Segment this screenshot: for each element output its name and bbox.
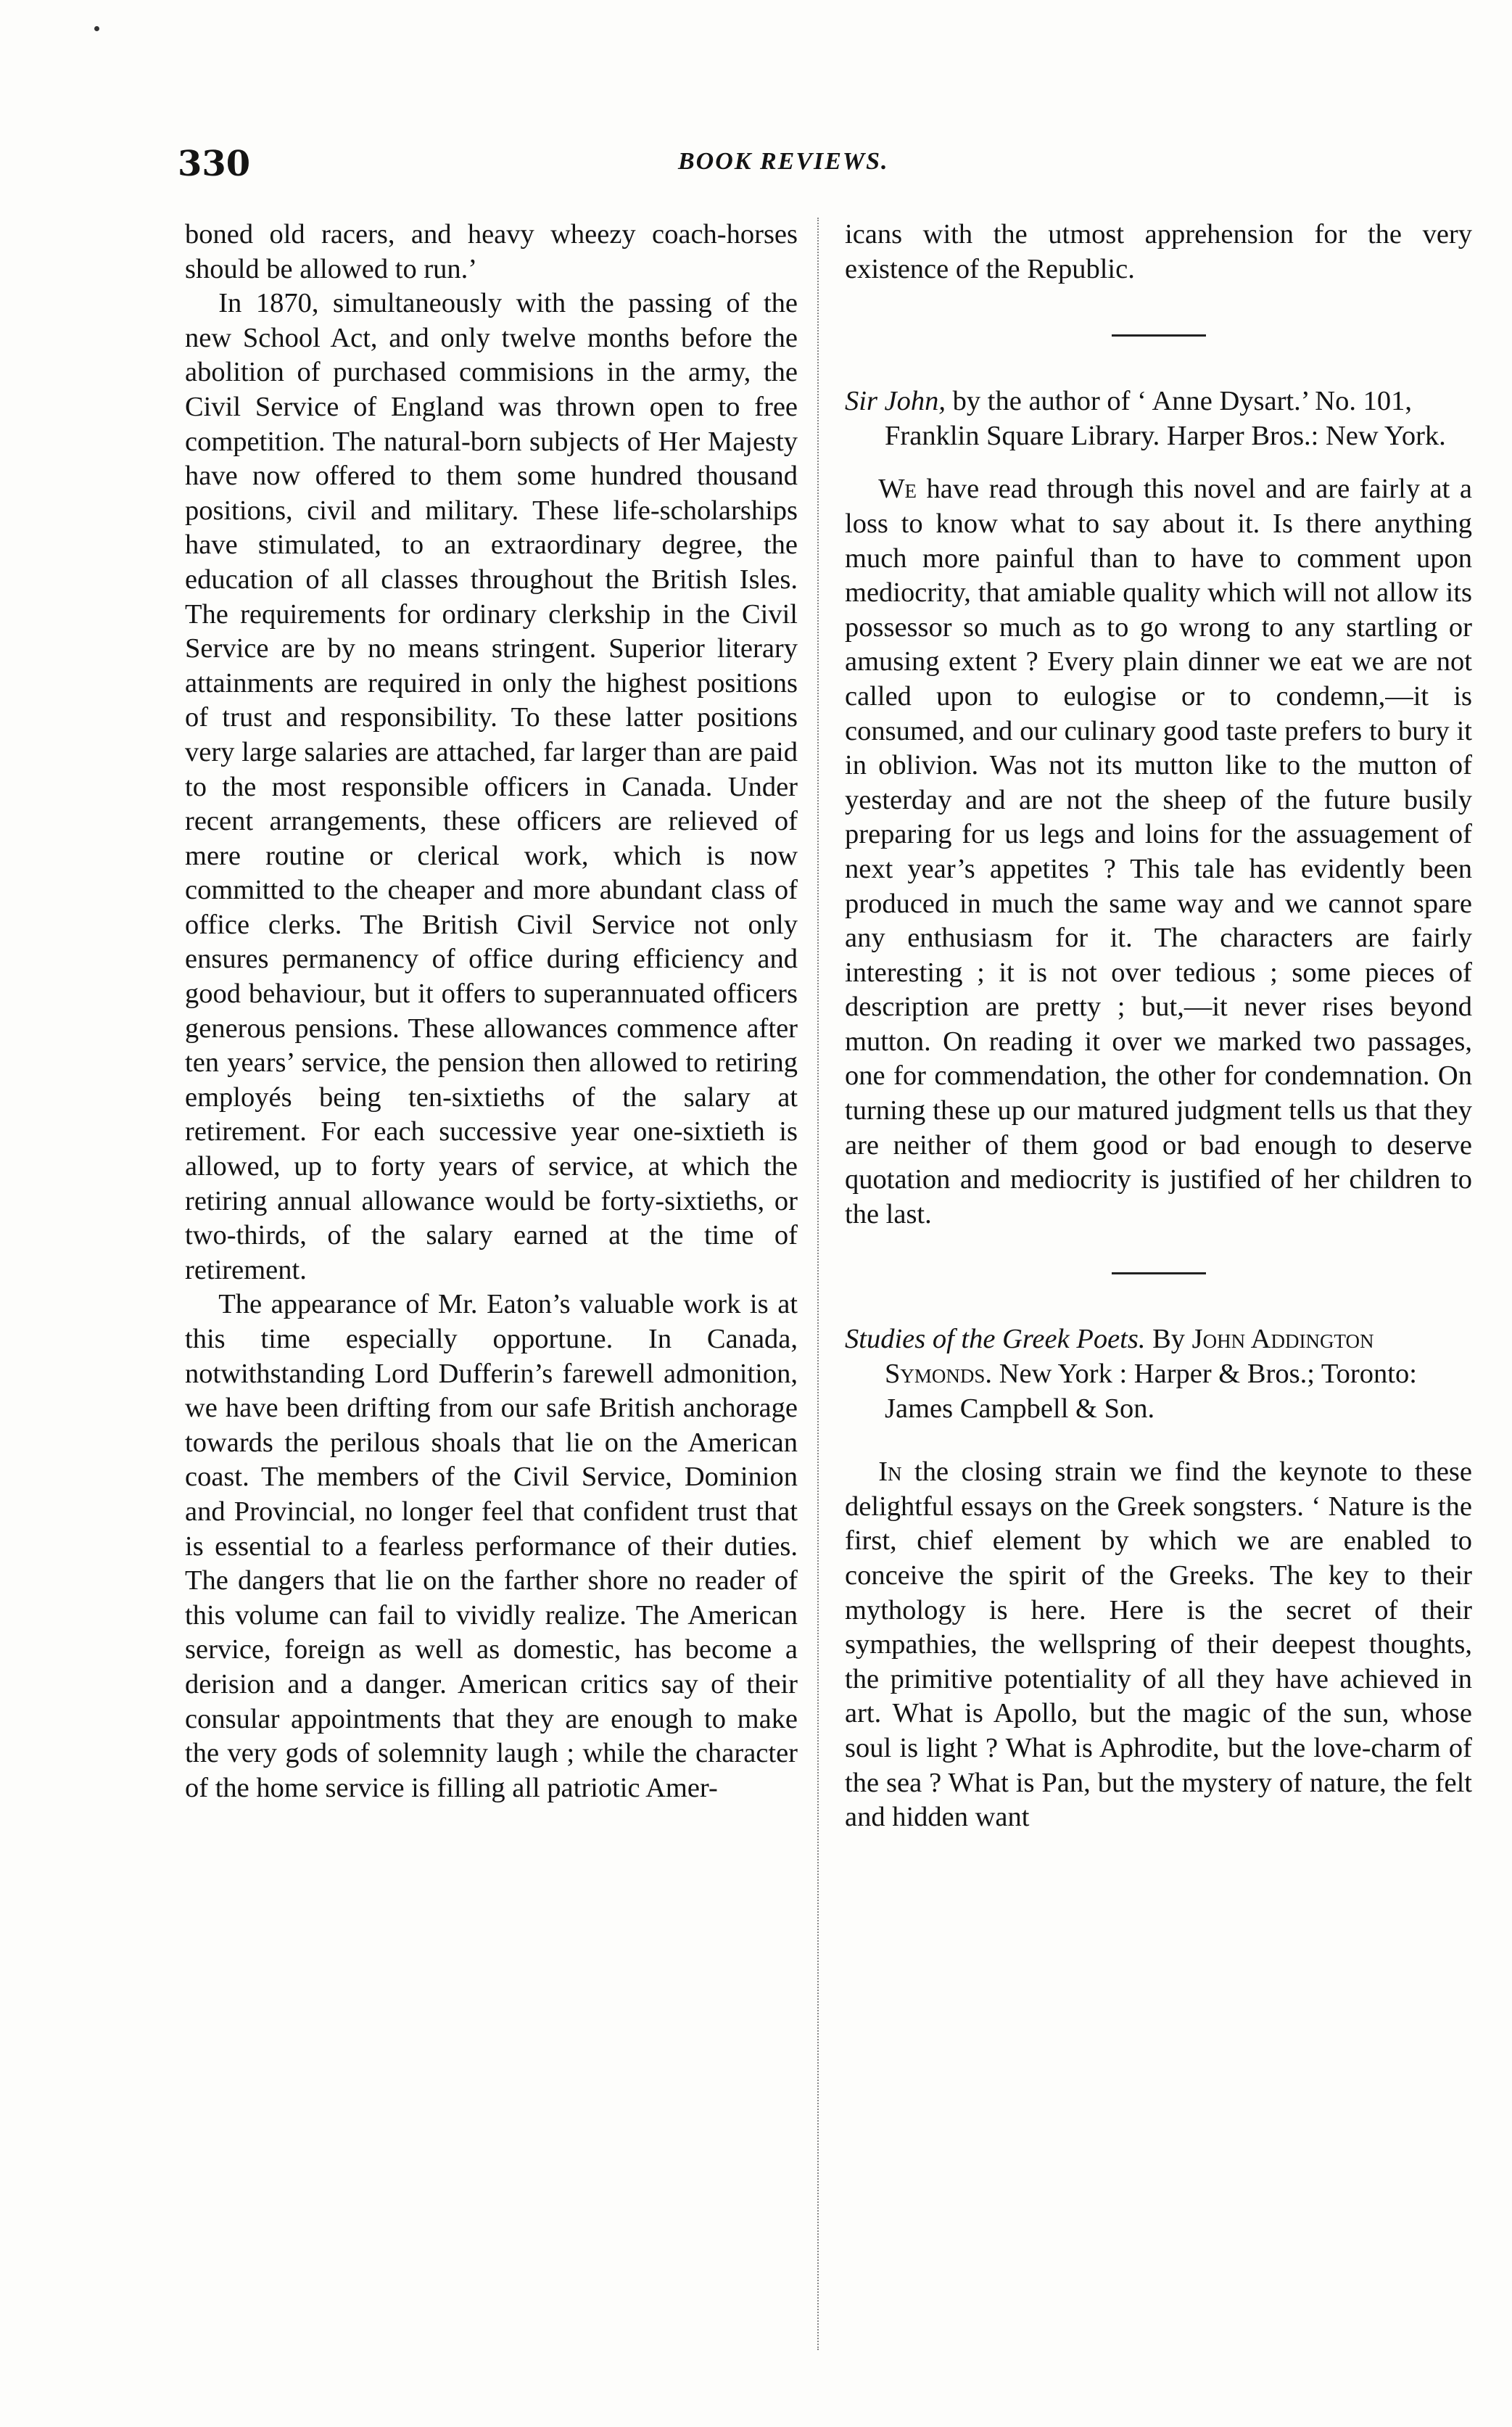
review-1-first-word: We xyxy=(878,474,917,505)
review-1-heading xyxy=(845,384,1472,453)
review-2-heading xyxy=(845,1322,1472,1426)
speck-mark xyxy=(94,26,99,31)
left-column xyxy=(185,218,798,1805)
review-2-citation: New York : Harper & Bros.; Toronto: James Campbell & Son. xyxy=(885,1359,1417,1424)
review-2-author: John Addington Symonds. xyxy=(885,1324,1374,1390)
review-1-citation: by the author of ‘ Anne Dysart.’ No. 101, Franklin Square Library. Harper Bros.: New York. xyxy=(885,386,1446,451)
left-paragraph-3: The appearance of Mr. Eaton’s valuable work is at this time especially opportune. In Canada, notwithstanding Lord Dufferin’s farewell admonition, we have been drifting from our safe British anchorage towards the perilous shoals that lie on the American coast. The members of the Civil Service, Dominion and Provincial, no longer feel that confident trust that is essential to a fearless performance of their duties. The dangers that lie on the farther shore no reader of this volume can fail to vividly realize. The American service, foreign as well as domestic, has become a derision and a danger. American critics say of their consular appointments that they are enough to make the very gods of solemnity laugh ; while the character of the home service is filling all patriotic Amer- xyxy=(185,1289,798,1803)
left-paragraph-2: In 1870, simultaneously with the passing of the new School Act, and only twelve months before the abolition of purchased commisions in the army, the Civil Service of England was thrown open to free competition. The natural-born subjects of Her Majesty have now offered to them some hundred thousand positions, civil and military. These life-scholarships have stimulated, to an extraordinary degree, the education of all classes throughout the British Isles. The requirements for ordinary clerkship in the Civil Service are by no means stringent. Superior literary attainments are required in only the highest positions of trust and responsibility. To these latter positions very large salaries are attached, far larger than are paid to the most responsible officers in Canada. Under recent arrangements, these officers are relieved of mere routine or clerical work, which is now committed to the cheaper and more abundant class of office clerks. The British Civil Service not only ensures permanency of office during efficiency and good behaviour, but it offers to superannuated officers generous pensions. These allowances commence after ten years’ service, the pension then allowed to retiring employés being ten-sixtieths of the salary at retirement. For each successive year one-sixtieth is allowed, up to forty years of service, at which the retiring annual allowance would be forty-sixtieths, or two-thirds, of the salary earned at the time of retirement. xyxy=(185,288,798,1285)
page-header xyxy=(178,144,1468,187)
review-2-title: Studies of the Greek Poets. xyxy=(845,1324,1146,1355)
right-paragraph-1: icans with the utmost apprehension for the very existence of the Republic. xyxy=(845,219,1472,284)
review-2-first-word: In xyxy=(878,1456,902,1488)
review-1-body xyxy=(845,472,1472,1232)
review-1-text: have read through this novel and are fairly at a loss to know what to say about it. Is there anything much more painful than to have to comment upon mediocrity, that amiable quality which will not allow its possessor so much as to go wrong to any startling or amusing extent ? Every plain dinner we eat we are not called upon to eulogise or to condemn,—it is consumed, and our culinary good taste prefers to bury it in oblivion. Was not its mutton like to the mutton of yesterday and are not the sheep of the future busily preparing for us legs and loins for the assuagement of next year’s appetites ? This tale has evidently been produced in much the same way and we cannot spare any enthusiasm for it. The characters are fairly interesting ; it is not over tedious ; some pieces of description are pretty ; but,—it never rises beyond mutton. On reading it over we marked two passages, one for commendation, the other for condemnation. On turning these up our matured judgment tells us that they are neither of them good or bad enough to deserve quotation and mediocrity is justified of her children to the last. xyxy=(845,474,1472,1229)
page-number: 330 xyxy=(178,144,251,184)
review-2-by: By xyxy=(1145,1324,1192,1355)
right-column xyxy=(845,218,1472,1835)
review-2-text: the closing strain we find the keynote to these delightful essays on the Greek songsters. ‘ Nature is the first, chief element by which we are enabled to conceive the spirit of the Greeks. The key to their mythology is here. Here is the secret of their sympathies, the wellspring of their deepest thoughts, the primitive potentiality of all they have achieved in art. What is Apollo, but the magic of the sun, whose soul is light ? What is Aphrodite, but the love-charm of the sea ? What is Pan, but the mystery of nature, the felt and hidden want xyxy=(845,1456,1472,1833)
review-1-title: Sir John, xyxy=(845,386,946,417)
left-paragraph-1: boned old racers, and heavy wheezy coach-horses should be allowed to run.’ xyxy=(185,219,798,284)
review-2-body xyxy=(845,1455,1472,1835)
column-divider xyxy=(817,218,819,2350)
running-head: BOOK REVIEWS. xyxy=(678,148,889,175)
